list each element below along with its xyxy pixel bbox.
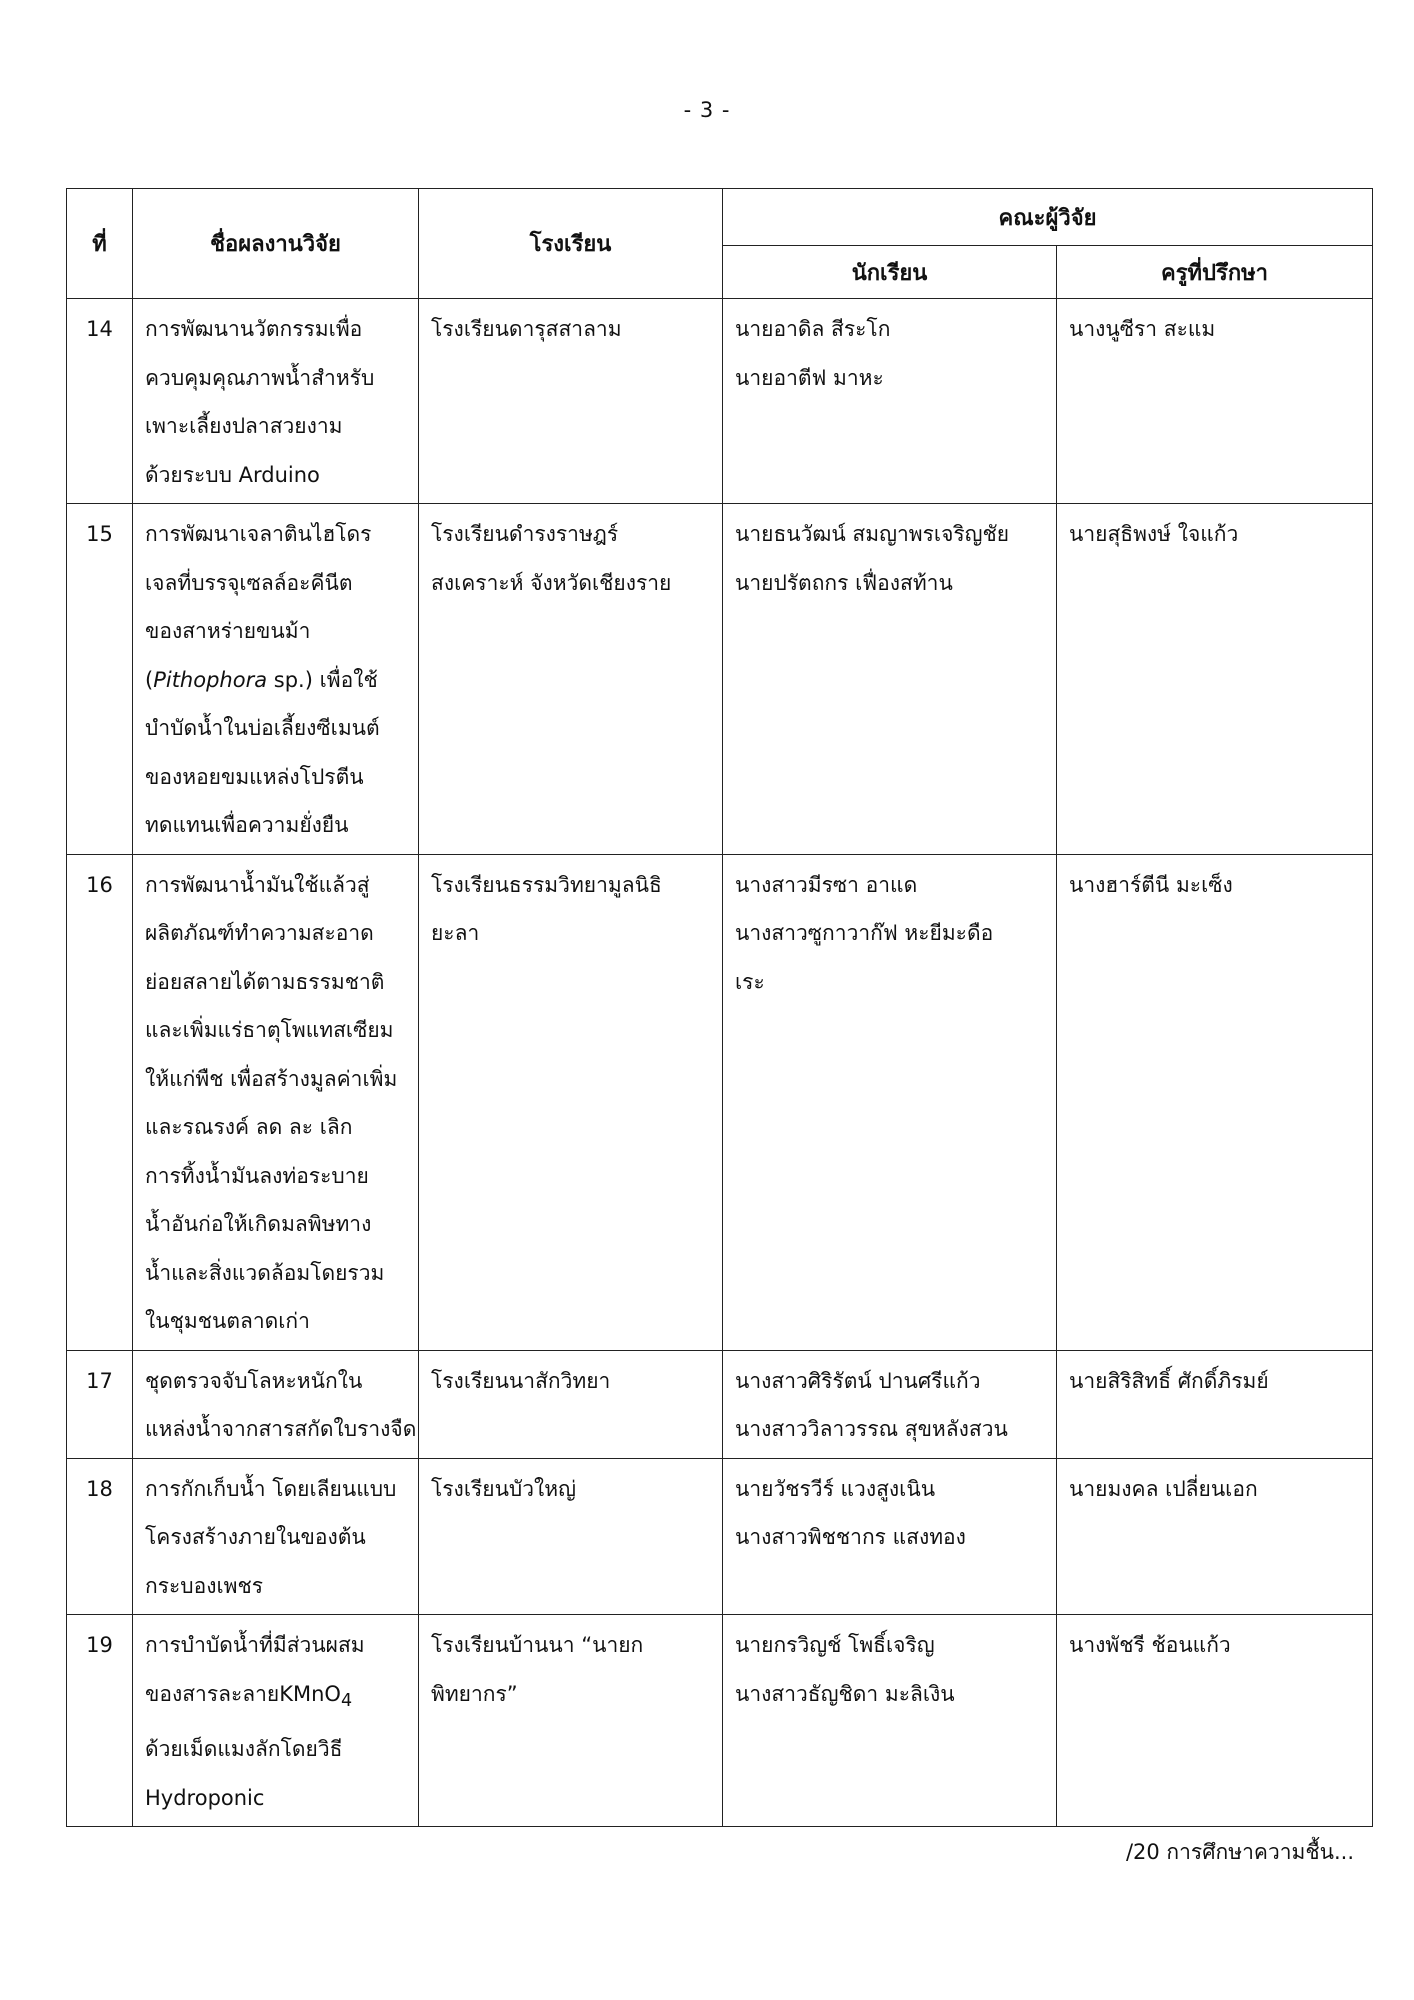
- header-students: นักเรียน: [723, 246, 1057, 299]
- table-row: [67, 504, 1373, 855]
- advisors-line: นายสิริสิทธิ์ ศักดิ์ภิรมย์: [1069, 1368, 1269, 1393]
- school-line: ยะลา: [431, 921, 480, 945]
- cell-advisors: [1057, 1615, 1373, 1827]
- students-line: นายธนวัฒน์ สมญาพรเจริญชัย: [735, 522, 1010, 546]
- cell-school: [419, 1615, 723, 1827]
- title-line: การพัฒนาเจลาตินไฮโดร: [145, 522, 372, 546]
- title-line: น้ำอันก่อให้เกิดมลพิษทาง: [145, 1212, 372, 1236]
- table-row: [67, 1458, 1373, 1615]
- table-row: [67, 854, 1373, 1350]
- title-line: ควบคุมคุณภาพน้ำสำหรับ: [145, 365, 375, 390]
- title-line: น้ำและสิ่งแวดล้อมโดยรวม: [145, 1260, 385, 1285]
- title-line: โครงสร้างภายในของต้น: [145, 1525, 366, 1549]
- cell-students: [723, 1615, 1057, 1827]
- row-number: 17: [67, 1350, 133, 1458]
- students-line: นายกรวิญช์ โพธิ์เจริญ: [735, 1633, 935, 1657]
- title-line: ชุดตรวจจับโลหะหนักใน: [145, 1368, 363, 1393]
- row-number: 15: [67, 504, 133, 855]
- title-line: ให้แก่พืช เพื่อสร้างมูลค่าเพิ่ม: [145, 1066, 398, 1091]
- school-line: โรงเรียนดารุสสาลาม: [431, 317, 622, 341]
- title-line: ในชุมชนตลาดเก่า: [145, 1309, 310, 1333]
- cell-school: [419, 299, 723, 504]
- title-line: ด้วยเม็ดแมงลักโดยวิธี: [145, 1737, 343, 1762]
- row-number: 18: [67, 1458, 133, 1615]
- header-title: ชื่อผลงานวิจัย: [133, 189, 419, 299]
- cell-students: [723, 1350, 1057, 1458]
- cell-title: [133, 299, 419, 504]
- cell-school: [419, 854, 723, 1350]
- cell-advisors: [1057, 504, 1373, 855]
- header-school: โรงเรียน: [419, 189, 723, 299]
- title-line: การพัฒนาน้ำมันใช้แล้วสู่: [145, 872, 370, 897]
- title-line: ด้วยระบบ Arduino: [145, 462, 320, 487]
- header-team: คณะผู้วิจัย: [723, 189, 1373, 246]
- school-line: โรงเรียนธรรมวิทยามูลนิธิ: [431, 872, 662, 897]
- students-line: นางสาวธัญชิดา มะลิเงิน: [735, 1681, 955, 1706]
- table-row: [67, 1615, 1373, 1827]
- school-line: โรงเรียนบัวใหญ่: [431, 1476, 577, 1501]
- footer-note: /20 การศึกษาความชื้น...: [1125, 1840, 1354, 1864]
- title-line: เพาะเลี้ยงปลาสวยงาม: [145, 414, 343, 438]
- students-line: นางสาวศิริรัตน์ ปานศรีแก้ว: [735, 1368, 981, 1393]
- cell-school: [419, 1350, 723, 1458]
- title-line: ของสาหร่ายขนม้า: [145, 619, 311, 643]
- cell-students: [723, 299, 1057, 504]
- row-number: 14: [67, 299, 133, 504]
- cell-advisors: [1057, 1350, 1373, 1458]
- cell-students: [723, 1458, 1057, 1615]
- school-line: โรงเรียนดำรงราษฎร์: [431, 522, 619, 546]
- row-number: 16: [67, 854, 133, 1350]
- school-line: โรงเรียนนาสักวิทยา: [431, 1368, 611, 1393]
- cell-title: [133, 504, 419, 855]
- school-line: สงเคราะห์ จังหวัดเชียงราย: [431, 570, 672, 595]
- students-line: นายปรัตถกร เฟื่องสท้าน: [735, 570, 953, 595]
- table-body: [67, 299, 1373, 1827]
- table-row: [67, 1350, 1373, 1458]
- title-line: เจลที่บรรจุเซลล์อะคีนีต: [145, 570, 353, 595]
- school-line: พิทยากร”: [431, 1681, 518, 1706]
- advisors-line: นายมงคล เปลี่ยนเอก: [1069, 1476, 1258, 1501]
- advisors-line: นางฮาร์ตีนี มะเซ็ง: [1069, 872, 1233, 897]
- cell-title: [133, 1615, 419, 1827]
- title-line: Hydroponic: [145, 1785, 265, 1810]
- students-line: เระ: [735, 969, 765, 994]
- cell-school: [419, 504, 723, 855]
- cell-title: [133, 854, 419, 1350]
- title-line: (Pithophora sp.) เพื่อใช้: [145, 667, 378, 692]
- formula-subscript: 4: [340, 1690, 353, 1711]
- students-line: นางสาวมีรซา อาแด: [735, 872, 918, 897]
- students-line: นางสาวพิชชากร แสงทอง: [735, 1525, 966, 1549]
- school-line: โรงเรียนบ้านนา “นายก: [431, 1633, 644, 1657]
- genus-name: Pithophora: [153, 667, 268, 692]
- title-line: การบำบัดน้ำที่มีส่วนผสม: [145, 1633, 365, 1657]
- cell-students: [723, 504, 1057, 855]
- students-line: นายอาตีฟ มาหะ: [735, 365, 884, 390]
- cell-title: [133, 1350, 419, 1458]
- cell-advisors: [1057, 299, 1373, 504]
- students-line: นายวัชรวีร์ แวงสูงเนิน: [735, 1476, 936, 1501]
- title-line: ทดแทนเพื่อความยั่งยืน: [145, 813, 349, 837]
- title-line: แหล่งน้ำจากสารสกัดใบรางจืด: [145, 1417, 417, 1441]
- students-line: นายอาดิล สีระโก: [735, 317, 891, 341]
- title-line: ของสารละลายKMnO$_4$: [145, 1681, 353, 1711]
- students-line: นางสาวซูกาวาก๊ฟ หะยีมะดือ: [735, 921, 994, 945]
- title-line: การกักเก็บน้ำ โดยเลียนแบบ: [145, 1476, 397, 1501]
- title-line: ย่อยสลายได้ตามธรรมชาติ: [145, 969, 385, 994]
- title-line: การทิ้งน้ำมันลงท่อระบาย: [145, 1163, 369, 1188]
- row-number: 19: [67, 1615, 133, 1827]
- cell-title: [133, 1458, 419, 1615]
- advisors-line: นางนูซีรา สะแม: [1069, 317, 1216, 341]
- title-line: และเพิ่มแร่ธาตุโพแทสเซียม: [145, 1018, 394, 1042]
- title-line: กระบองเพชร: [145, 1573, 264, 1598]
- cell-advisors: [1057, 854, 1373, 1350]
- header-advisors: ครูที่ปรึกษา: [1057, 246, 1373, 299]
- title-line: บำบัดน้ำในบ่อเลี้ยงซีเมนต์: [145, 716, 380, 740]
- advisors-line: นางพัชรี ช้อนแก้ว: [1069, 1633, 1231, 1657]
- title-line: และรณรงค์ ลด ละ เลิก: [145, 1115, 353, 1139]
- title-line: การพัฒนานวัตกรรมเพื่อ: [145, 317, 363, 341]
- header-no: ที่: [67, 189, 133, 299]
- research-table: [66, 188, 1373, 1827]
- students-line: นางสาววิลาวรรณ สุขหลังสวน: [735, 1417, 1008, 1441]
- table-row: [67, 299, 1373, 504]
- cell-advisors: [1057, 1458, 1373, 1615]
- advisors-line: นายสุธิพงษ์ ใจแก้ว: [1069, 522, 1239, 546]
- cell-school: [419, 1458, 723, 1615]
- cell-students: [723, 854, 1057, 1350]
- title-line: ของหอยขมแหล่งโปรตีน: [145, 764, 364, 789]
- page-number: - 3 -: [683, 98, 731, 122]
- title-line: ผลิตภัณฑ์ทำความสะอาด: [145, 921, 374, 945]
